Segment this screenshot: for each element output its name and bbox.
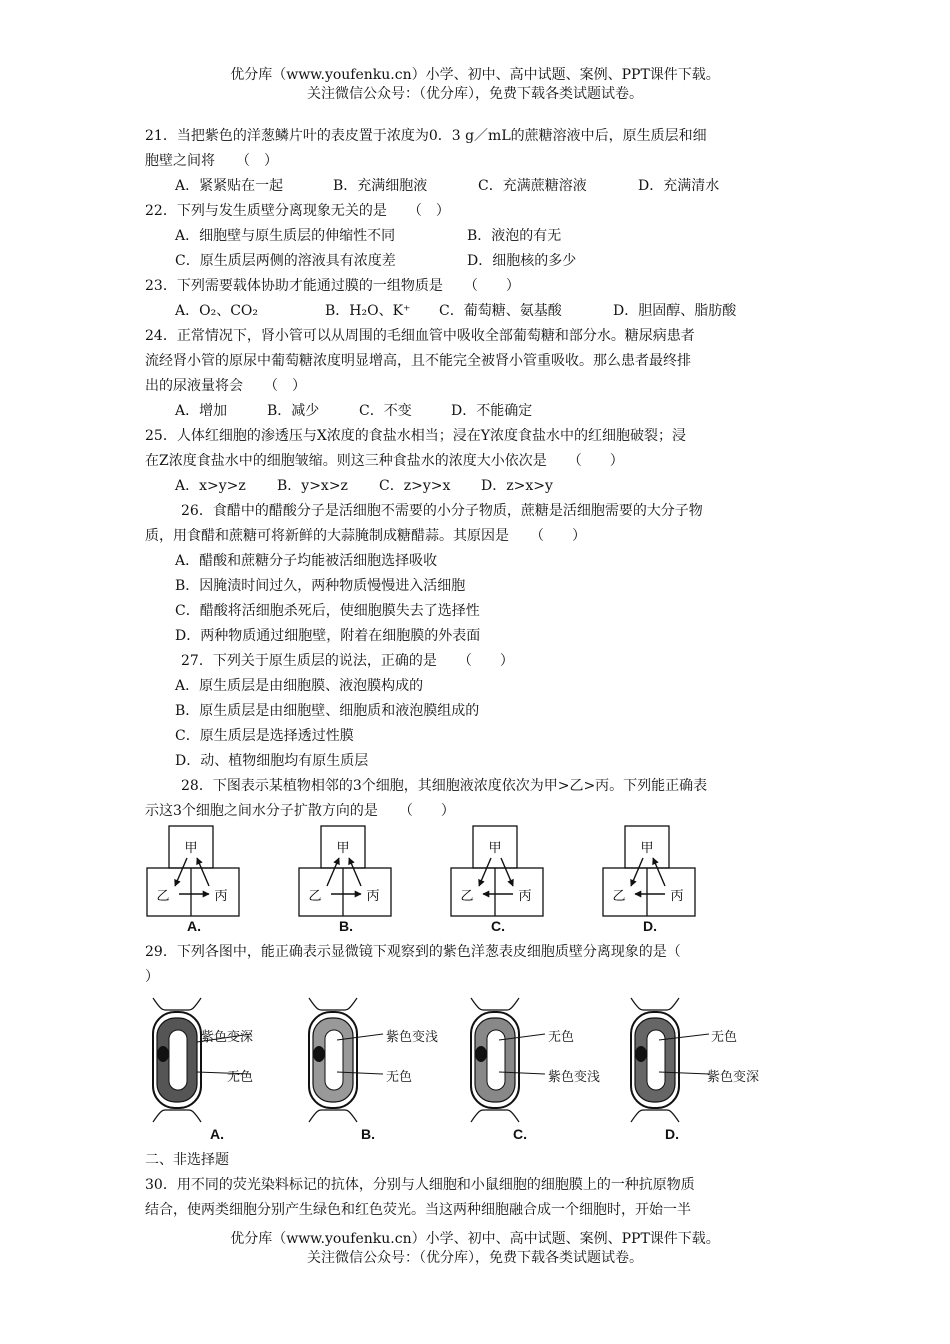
q24-stem-line3: 出的尿液量将会 （ ） xyxy=(145,378,306,394)
q25-option-d: D．z>x>y xyxy=(481,478,553,494)
cell-yi-label: 乙 xyxy=(612,889,626,904)
arrow-bing-to-jia xyxy=(653,858,665,886)
q25-options xyxy=(145,474,810,499)
cell-jia-label: 甲 xyxy=(336,841,350,856)
q29-leader-lines-c xyxy=(497,996,547,1096)
arrow-jia-to-yi xyxy=(479,858,491,886)
q28-diagram-b xyxy=(297,824,397,920)
header-line-1: 优分库（www.youfenku.cn）小学、初中、高中试题、案例、PPT课件下载。 xyxy=(230,67,720,83)
q29-caption-a: A. xyxy=(210,1126,224,1142)
q28-caption-b: B. xyxy=(339,918,353,934)
q25-stem-line2: 在Z浓度食盐水中的细胞皱缩。则这三种食盐水的浓度大小依次是 （ ） xyxy=(145,453,624,469)
cell-yi-label: 乙 xyxy=(156,889,170,904)
cell-bing-label: 丙 xyxy=(366,889,380,904)
q28-diagram-c xyxy=(449,824,549,920)
q22-option-c: C．原生质层两侧的溶液具有浓度差 xyxy=(175,253,396,269)
q22-option-d: D．细胞核的多少 xyxy=(467,253,577,269)
q28-figure xyxy=(145,824,810,940)
q22-option-a: A．细胞壁与原生质层的伸缩性不同 xyxy=(175,228,396,244)
q23-stem: 23．下列需要载体协助才能通过膜的一组物质是 （ ） xyxy=(145,278,520,294)
footer-line-1: 优分库（www.youfenku.cn）小学、初中、高中试题、案例、PPT课件下载。 xyxy=(230,1231,720,1247)
q29-label-a-bottom: 无色 xyxy=(227,1070,254,1085)
q24-stem-line1: 24．正常情况下，肾小管可以从周围的毛细血管中吸收全部葡萄糖和部分水。糖尿病患者 xyxy=(145,328,695,344)
arrow-jia-to-bing xyxy=(501,858,513,886)
q27-option-c: C．原生质层是选择透过性膜 xyxy=(175,728,354,744)
footer-line-2: 关注微信公众号：（优分库），免费下载各类试题试卷。 xyxy=(307,1250,643,1266)
arrow-bing-to-jia xyxy=(197,858,209,886)
arrow-jia-to-yi xyxy=(175,858,187,886)
q22-stem: 22．下列与发生质壁分离现象无关的是 （ ） xyxy=(145,203,450,219)
q25-option-a: A．x>y>z xyxy=(175,478,246,494)
q23-option-a: A．O₂、CO₂ xyxy=(175,303,259,319)
q28-caption-d: D. xyxy=(643,918,657,934)
q28-caption-a: A. xyxy=(187,918,201,934)
q21-option-d: D．充满清水 xyxy=(638,178,720,194)
q29-label-a-top: 紫色变深 xyxy=(201,1030,254,1045)
q21-options xyxy=(145,174,810,199)
q24-option-c: C．不变 xyxy=(359,403,412,419)
q27-stem: 27．下列关于原生质层的说法，正确的是 （ ） xyxy=(181,653,514,669)
q21-option-a: A．紧紧贴在一起 xyxy=(175,178,284,194)
q24-option-d: D．不能确定 xyxy=(451,403,533,419)
q26-stem-line2: 质，用食醋和蔗糖可将新鲜的大蒜腌制成糖醋蒜。其原因是 （ ） xyxy=(145,528,586,544)
q29-label-d-top: 无色 xyxy=(711,1030,738,1045)
q21-option-b: B．充满细胞液 xyxy=(333,178,428,194)
q24-option-b: B．减少 xyxy=(267,403,320,419)
arrow-jia-to-yi xyxy=(631,858,643,886)
page-header-top xyxy=(0,66,950,104)
q25-stem-line1: 25．人体红细胞的渗透压与X浓度的食盐水相当；浸在Y浓度食盐水中的红细胞破裂；浸 xyxy=(145,428,687,444)
q28-stem-line2: 示这3个细胞之间水分子扩散方向的是 （ ） xyxy=(145,803,455,819)
arrow-bing-to-jia xyxy=(349,858,361,886)
q23-option-b: B．H₂O、K⁺ xyxy=(325,303,411,319)
q29-caption-d: D. xyxy=(665,1126,679,1142)
q24-options xyxy=(145,399,810,424)
q23-option-c: C．葡萄糖、氨基酸 xyxy=(439,303,562,319)
q30-stem-line2: 结合，使两类细胞分别产生绿色和红色荧光。当这两种细胞融合成一个细胞时，开始一半 xyxy=(145,1202,691,1218)
cell-bing-label: 丙 xyxy=(670,889,684,904)
page-footer xyxy=(0,1230,950,1268)
section-heading-nonchoice: 二、非选择题 xyxy=(145,1152,229,1168)
cell-yi-label: 乙 xyxy=(460,889,474,904)
q22-options-row2 xyxy=(145,249,810,274)
q29-stem-line1: 29．下列各图中，能正确表示显微镜下观察到的紫色洋葱表皮细胞质壁分离现象的是（ xyxy=(145,944,681,960)
header-line-2: 关注微信公众号：（优分库），免费下载各类试题试卷。 xyxy=(307,86,643,102)
q29-leader-lines-b xyxy=(335,996,385,1096)
q28-diagram-a xyxy=(145,824,245,920)
q29-label-c-top: 无色 xyxy=(548,1030,575,1045)
cell-bing-label: 丙 xyxy=(214,889,228,904)
q21-stem-line1: 21．当把紫色的洋葱鳞片叶的表皮置于浓度为0．3 g／mL的蔗糖溶液中后，原生质层和细 xyxy=(145,128,707,144)
q30-stem-line1: 30．用不同的荧光染料标记的抗体，分别与人细胞和小鼠细胞的细胞膜上的一种抗原物质 xyxy=(145,1177,695,1193)
cell-yi-label: 乙 xyxy=(308,889,322,904)
q28-caption-c: C. xyxy=(491,918,505,934)
q22-option-b: B．液泡的有无 xyxy=(467,228,562,244)
q26-option-d: D．两种物质通过细胞壁，附着在细胞膜的外表面 xyxy=(175,628,481,644)
q22-options-row1 xyxy=(145,224,810,249)
q26-option-b: B．因腌渍时间过久，两种物质慢慢进入活细胞 xyxy=(175,578,466,594)
q26-stem-line1: 26．食醋中的醋酸分子是活细胞不需要的小分子物质，蔗糖是活细胞需要的大分子物 xyxy=(181,503,703,519)
q29-label-b-top: 紫色变浅 xyxy=(386,1030,439,1045)
q23-option-d: D．胆固醇、脂肪酸 xyxy=(613,303,737,319)
q29-caption-b: B. xyxy=(361,1126,375,1142)
q21-stem-line2: 胞壁之间将 （ ） xyxy=(145,153,278,169)
q27-option-a: A．原生质层是由细胞膜、液泡膜构成的 xyxy=(175,678,424,694)
cell-bing-label: 丙 xyxy=(518,889,532,904)
q27-option-b: B．原生质层是由细胞壁、细胞质和液泡膜组成的 xyxy=(175,703,480,719)
q29-figure xyxy=(145,996,810,1148)
q24-option-a: A．增加 xyxy=(175,403,228,419)
q26-option-a: A．醋酸和蔗糖分子均能被活细胞选择吸收 xyxy=(175,553,438,569)
q28-stem-line1: 28．下图表示某植物相邻的3个细胞，其细胞液浓度依次为甲>乙>丙。下列能正确表 xyxy=(181,778,708,794)
q23-options xyxy=(145,299,810,324)
arrow-yi-to-jia xyxy=(327,858,339,886)
q29-stem-line2: ） xyxy=(145,969,159,985)
q24-stem-line2: 流经肾小管的原尿中葡萄糖浓度明显增高，且不能完全被肾小管重吸收。那么患者最终排 xyxy=(145,353,691,369)
q29-label-b-bottom: 无色 xyxy=(386,1070,413,1085)
cell-jia-label: 甲 xyxy=(488,841,502,856)
q25-option-b: B．y>x>z xyxy=(277,478,348,494)
q21-option-c: C．充满蔗糖溶液 xyxy=(478,178,587,194)
q29-label-c-bottom: 紫色变浅 xyxy=(548,1070,601,1085)
q29-caption-c: C. xyxy=(513,1126,527,1142)
cell-jia-label: 甲 xyxy=(640,841,654,856)
question-content xyxy=(145,124,810,1223)
q29-label-d-bottom: 紫色变深 xyxy=(707,1070,760,1085)
q29-leader-lines-d xyxy=(657,996,711,1096)
q28-diagram-d xyxy=(601,824,701,920)
cell-jia-label: 甲 xyxy=(184,841,198,856)
q26-option-c: C．醋酸将活细胞杀死后，使细胞膜失去了选择性 xyxy=(175,603,480,619)
q27-option-d: D．动、植物细胞均有原生质层 xyxy=(175,753,369,769)
q25-option-c: C．z>y>x xyxy=(379,478,451,494)
